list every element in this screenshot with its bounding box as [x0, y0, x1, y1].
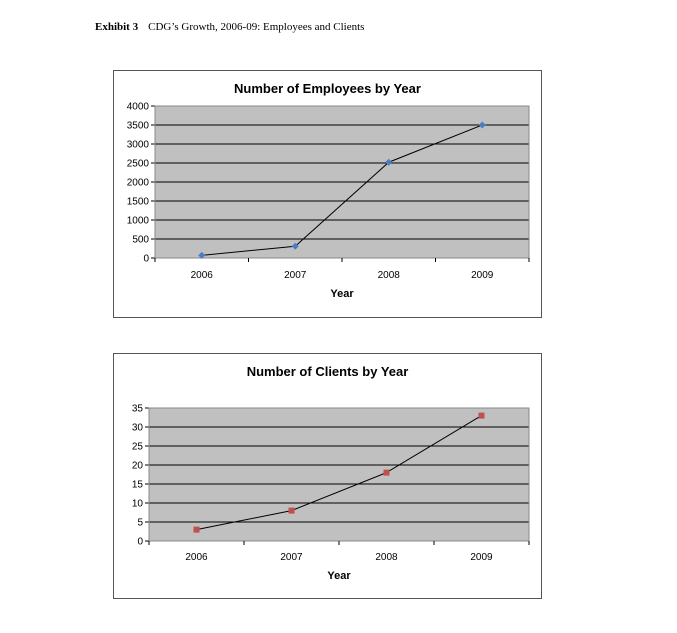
y-tick-label: 2500 [126, 158, 149, 170]
x-tick-label: 2009 [471, 270, 494, 281]
y-tick-label: 10 [131, 498, 143, 510]
clients-chart [113, 353, 542, 599]
x-tick-label: 2008 [377, 270, 400, 281]
y-tick-label: 2000 [126, 177, 149, 189]
chart-title: Number of Clients by Year [246, 364, 409, 379]
employees-chart [113, 70, 542, 318]
y-tick-label: 4000 [126, 101, 149, 113]
y-tick-label: 25 [131, 441, 143, 453]
plot-area [149, 408, 529, 541]
y-tick-label: 35 [131, 403, 143, 415]
y-tick-label: 3000 [126, 139, 149, 151]
y-tick-label: 15 [131, 479, 143, 491]
x-tick-label: 2006 [190, 270, 213, 281]
y-tick-label: 3500 [126, 120, 149, 132]
x-tick-label: 2006 [185, 552, 208, 563]
data-point [289, 508, 295, 514]
data-point [194, 527, 200, 533]
y-tick-label: 1500 [126, 196, 149, 208]
x-tick-label: 2009 [470, 552, 493, 563]
y-tick-label: 20 [131, 460, 143, 472]
y-tick-label: 0 [137, 536, 143, 548]
x-tick-label: 2008 [375, 552, 398, 563]
chart-svg [113, 70, 542, 318]
x-tick-label: 2007 [280, 552, 303, 563]
y-tick-label: 30 [131, 422, 143, 434]
x-tick-label: 2007 [284, 270, 307, 281]
exhibit-caption: CDG’s Growth, 2006-09: Employees and Clients [148, 21, 365, 33]
y-tick-label: 0 [143, 253, 149, 265]
exhibit-header [95, 21, 364, 33]
exhibit-number: Exhibit 3 [95, 21, 139, 33]
chart-title: Number of Employees by Year [234, 81, 421, 96]
data-point [384, 470, 390, 476]
chart-svg [113, 353, 542, 599]
y-tick-label: 1000 [126, 215, 149, 227]
x-axis-label: Year [330, 288, 354, 300]
y-tick-label: 5 [137, 517, 143, 529]
x-axis-label: Year [327, 570, 351, 582]
y-tick-label: 500 [132, 234, 149, 246]
data-point [479, 413, 485, 419]
